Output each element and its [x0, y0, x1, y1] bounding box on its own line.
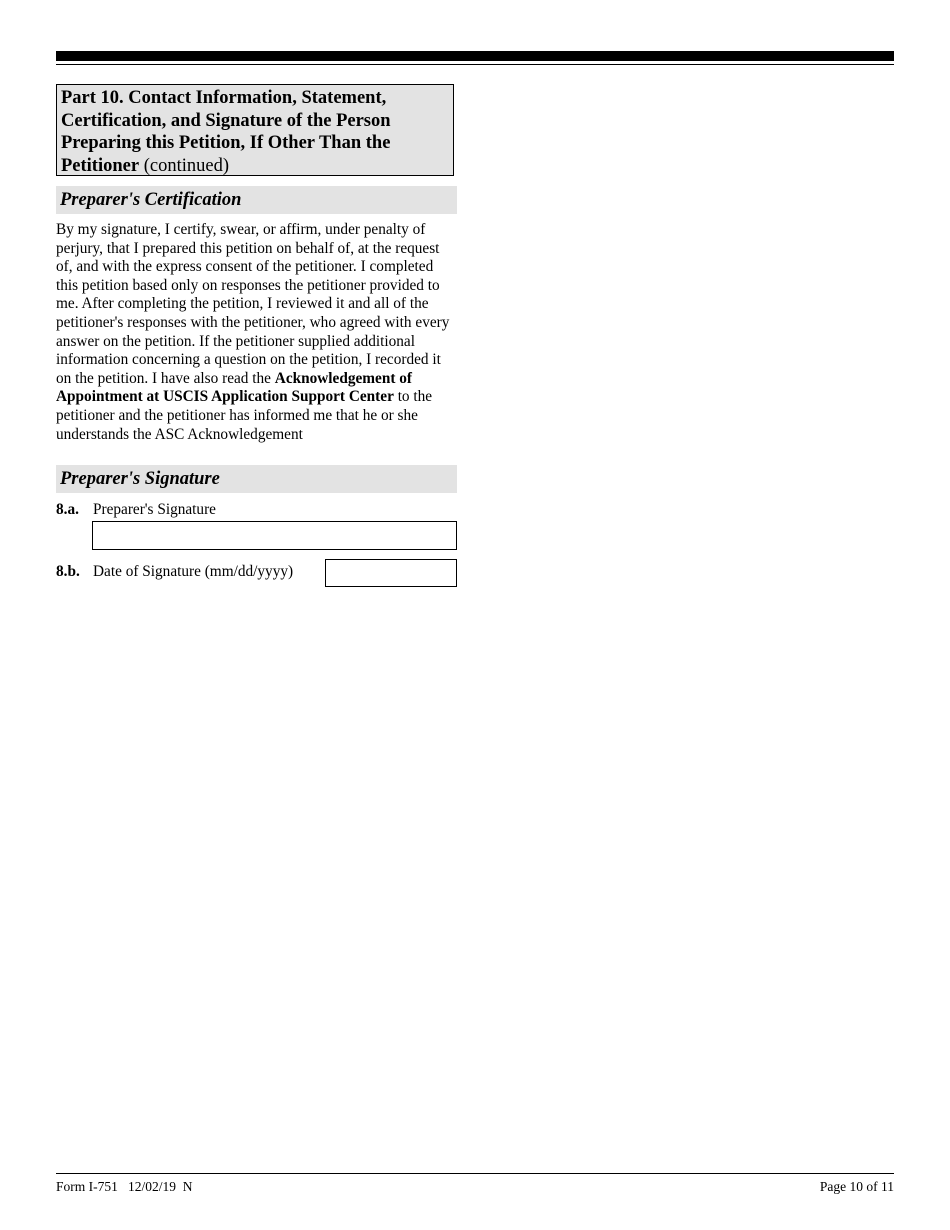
certification-text-part-1: By my signature, I certify, swear, or affirm, under penalty of perjury, that I prepared this petition on behalf of, at the request of, and with the express consent of the petitioner. I completed this petition based only on responses the petitioner provided to me. After completing the petition, I reviewed it and all of the petitioner's responses with the petitioner, who agreed with every answer on the petition. If the petitioner supplied additional information concerning a question on the petition, I recorded it on the petition. I have also read the	[56, 221, 450, 387]
certification-text-part-2: to the petitioner and the petitioner has informed me that he or she understands the ASC Acknowledgement	[56, 388, 433, 443]
item-8b-number: 8.b.	[56, 563, 80, 580]
part-title-continued: (continued)	[143, 155, 229, 176]
preparer-signature-heading: Preparer's Signature	[56, 465, 457, 493]
header-rule-thin	[56, 64, 894, 65]
part-title: Part 10. Contact Information, Statement, Certification, and Signature of the Person Preparing this Petition, If Other Than the Petitioner	[61, 88, 391, 176]
header-rule-thick	[56, 51, 894, 61]
signature-date-field[interactable]	[325, 559, 457, 587]
preparer-signature-field[interactable]	[92, 521, 457, 550]
form-id: Form I-751 12/02/19 N	[56, 1179, 193, 1194]
certification-statement	[56, 221, 458, 444]
part-10-header	[56, 84, 454, 176]
page-number: Page 10 of 11	[819, 1179, 894, 1194]
item-8b-label: Date of Signature (mm/dd/yyyy)	[93, 563, 294, 580]
item-8a-label: Preparer's Signature	[93, 501, 216, 518]
preparer-certification-heading: Preparer's Certification	[56, 186, 457, 214]
item-8a-number: 8.a.	[56, 501, 79, 518]
certification-text-bold: Acknowledgement of Appointment at USCIS Application Support Center	[56, 369, 412, 406]
footer-rule	[56, 1173, 894, 1174]
